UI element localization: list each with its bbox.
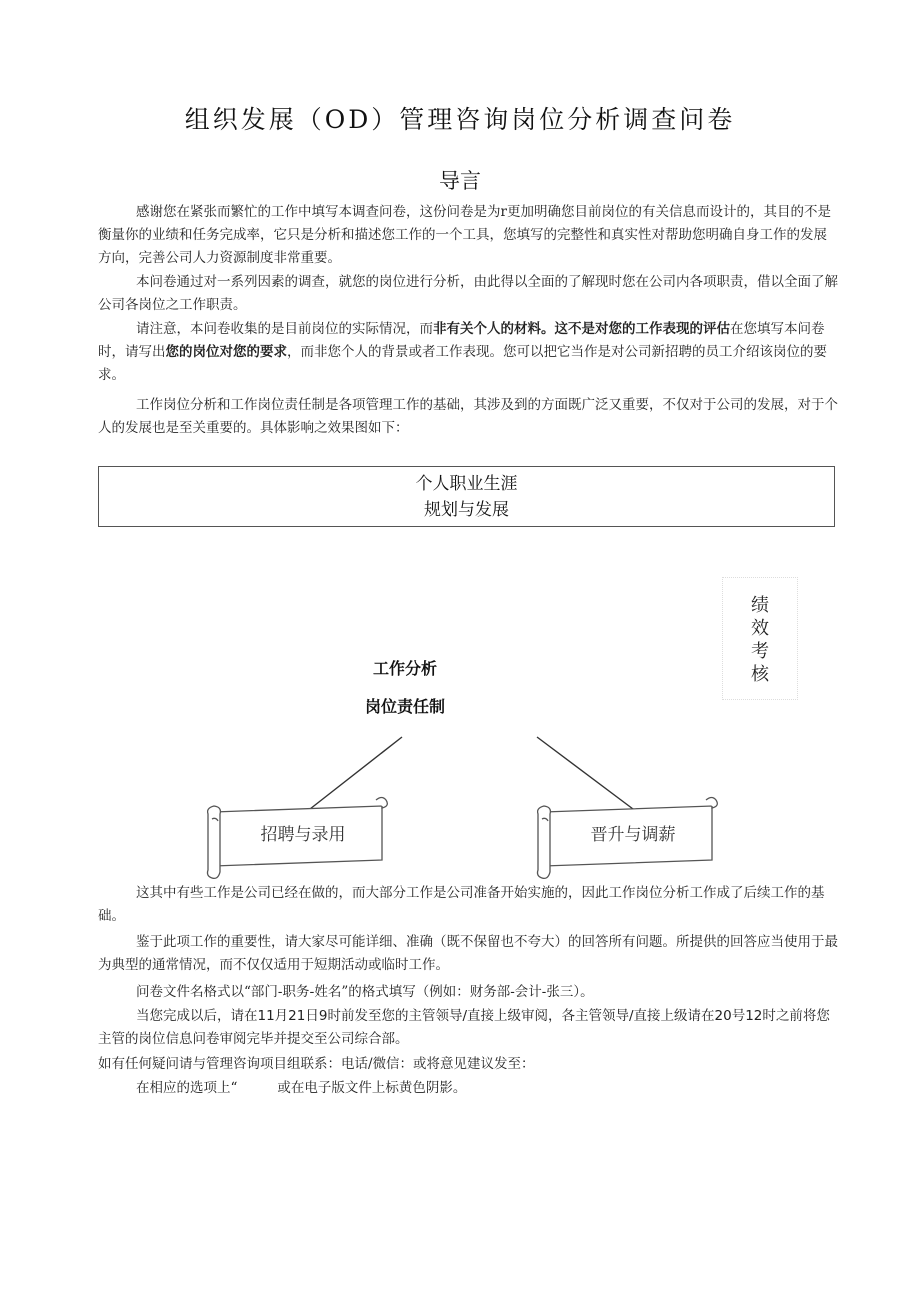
intro-paragraph-2-text: 本问卷通过对一系列因素的调查，就您的岗位进行分析，由此得以全面的了解现时您在公司内各项职责，借以全面了解公司各岗位之工作职责。 xyxy=(98,274,838,313)
connector-right xyxy=(537,737,633,809)
paragraph-8 xyxy=(98,1005,840,1051)
job-analysis-label: 工作分析 xyxy=(372,659,437,678)
p6-text-d: 最为典型的通常情况 xyxy=(98,934,838,973)
connector-left xyxy=(310,737,402,809)
career-box-line-1: 个人职业生涯 xyxy=(415,474,518,494)
p7-text-c: ”的格式填写（例如：财务部-会计-张三）。 xyxy=(341,984,594,1000)
p7-text-b: 职务-姓名 xyxy=(282,984,342,1000)
p10-text-a: 在相应的选项上“ xyxy=(136,1080,238,1096)
p7-text-a: 问卷文件名格式以“部门- xyxy=(136,984,283,1000)
p3-text-c: 在您填写本问卷时，请写出 xyxy=(98,321,825,360)
paragraph-10 xyxy=(98,1077,840,1100)
paragraph-7 xyxy=(98,981,840,1004)
intro-paragraph-4-text: 工作岗位分析和工作岗位责任制是各项管理工作的基础，其涉及到的方面既广泛又重要，不仅对于公司的发展，对于个人的发展也是至关重要的。具体影响之效果图如下： xyxy=(98,397,838,436)
p9-text-b: 微信：或将意见建议发至： xyxy=(372,1056,535,1072)
page-title: 组织发展（OD）管理咨询岗位分析调查问卷 xyxy=(184,105,736,134)
p6-text-c: （既不保留也不夸大）的回答所有问题。所提供的回答应当使用于 xyxy=(433,934,825,950)
p3-text-bold-d: 您的岗位对您的要求 xyxy=(165,344,287,360)
p9-text-a: 如有任何疑问请与管理咨询项目组联系：电话/ xyxy=(98,1056,373,1072)
p10-text-b: 或在电子版文件上标黄色阴影。 xyxy=(277,1080,467,1096)
vertical-char-3: 考 xyxy=(751,641,769,662)
p3-text-bold-b: 非有关个人的材料。这不是对您的工作表现的评估 xyxy=(433,321,730,337)
paragraph-8-text: 当您完成以后，请在11月21日9时前发至您的主管领导/直接上级审阅，各主管领导/直接上级请在20号12时之前将您主管的岗位信息问卷审阅完毕并提交至公司综合部。 xyxy=(98,1008,830,1047)
promotion-label: 晋升与调薪 xyxy=(590,825,676,845)
paragraph-5-text: 这其中有些工作是公司已经在做的，而大部分工作是公司准备开始实施的，因此工作岗位分析工作成了后续工作的基础。 xyxy=(98,885,825,924)
intro-paragraph-1-text: 感谢您在紧张而繁忙的工作中填写本调查问卷，这份问卷是为r更加明确您目前岗位的有关信息而设计的，其目的不是衡量你的业绩和任务完成率，它只是分析和描述您工作的一个工具，您填写的完整性和真实性对帮助您明确自身工作的发展方向，完善公司人力资源制度非常重要。 xyxy=(98,204,831,266)
p6-text-a: 鉴于此项工作的重要性，请大家尽可能 xyxy=(136,934,366,950)
vertical-char-4: 核 xyxy=(751,664,769,685)
career-box-line-2: 规划与发展 xyxy=(424,500,509,520)
paragraph-5 xyxy=(98,882,840,928)
p6-text-e: ，而不仅仅适用于短期活动或临时工作。 xyxy=(206,957,449,973)
p3-text-a: 请注意，本问卷收集的是目前岗位的实际情况，而 xyxy=(136,321,433,337)
section-subtitle: 导言 xyxy=(439,169,481,193)
recruitment-label: 招聘与录用 xyxy=(260,825,346,845)
paragraph-9 xyxy=(98,1053,840,1076)
vertical-char-1: 绩 xyxy=(751,595,769,616)
p6-text-b: 详细、准确 xyxy=(365,934,433,950)
paragraph-6 xyxy=(98,931,840,977)
p3-text-e: ，而非您个人的背景或者工作表现。您可以把它当作是对公司新招聘的员工介绍该岗位的要求。 xyxy=(98,344,827,383)
vertical-char-2: 效 xyxy=(751,618,769,639)
job-responsibility-label: 岗位责任制 xyxy=(364,697,445,716)
